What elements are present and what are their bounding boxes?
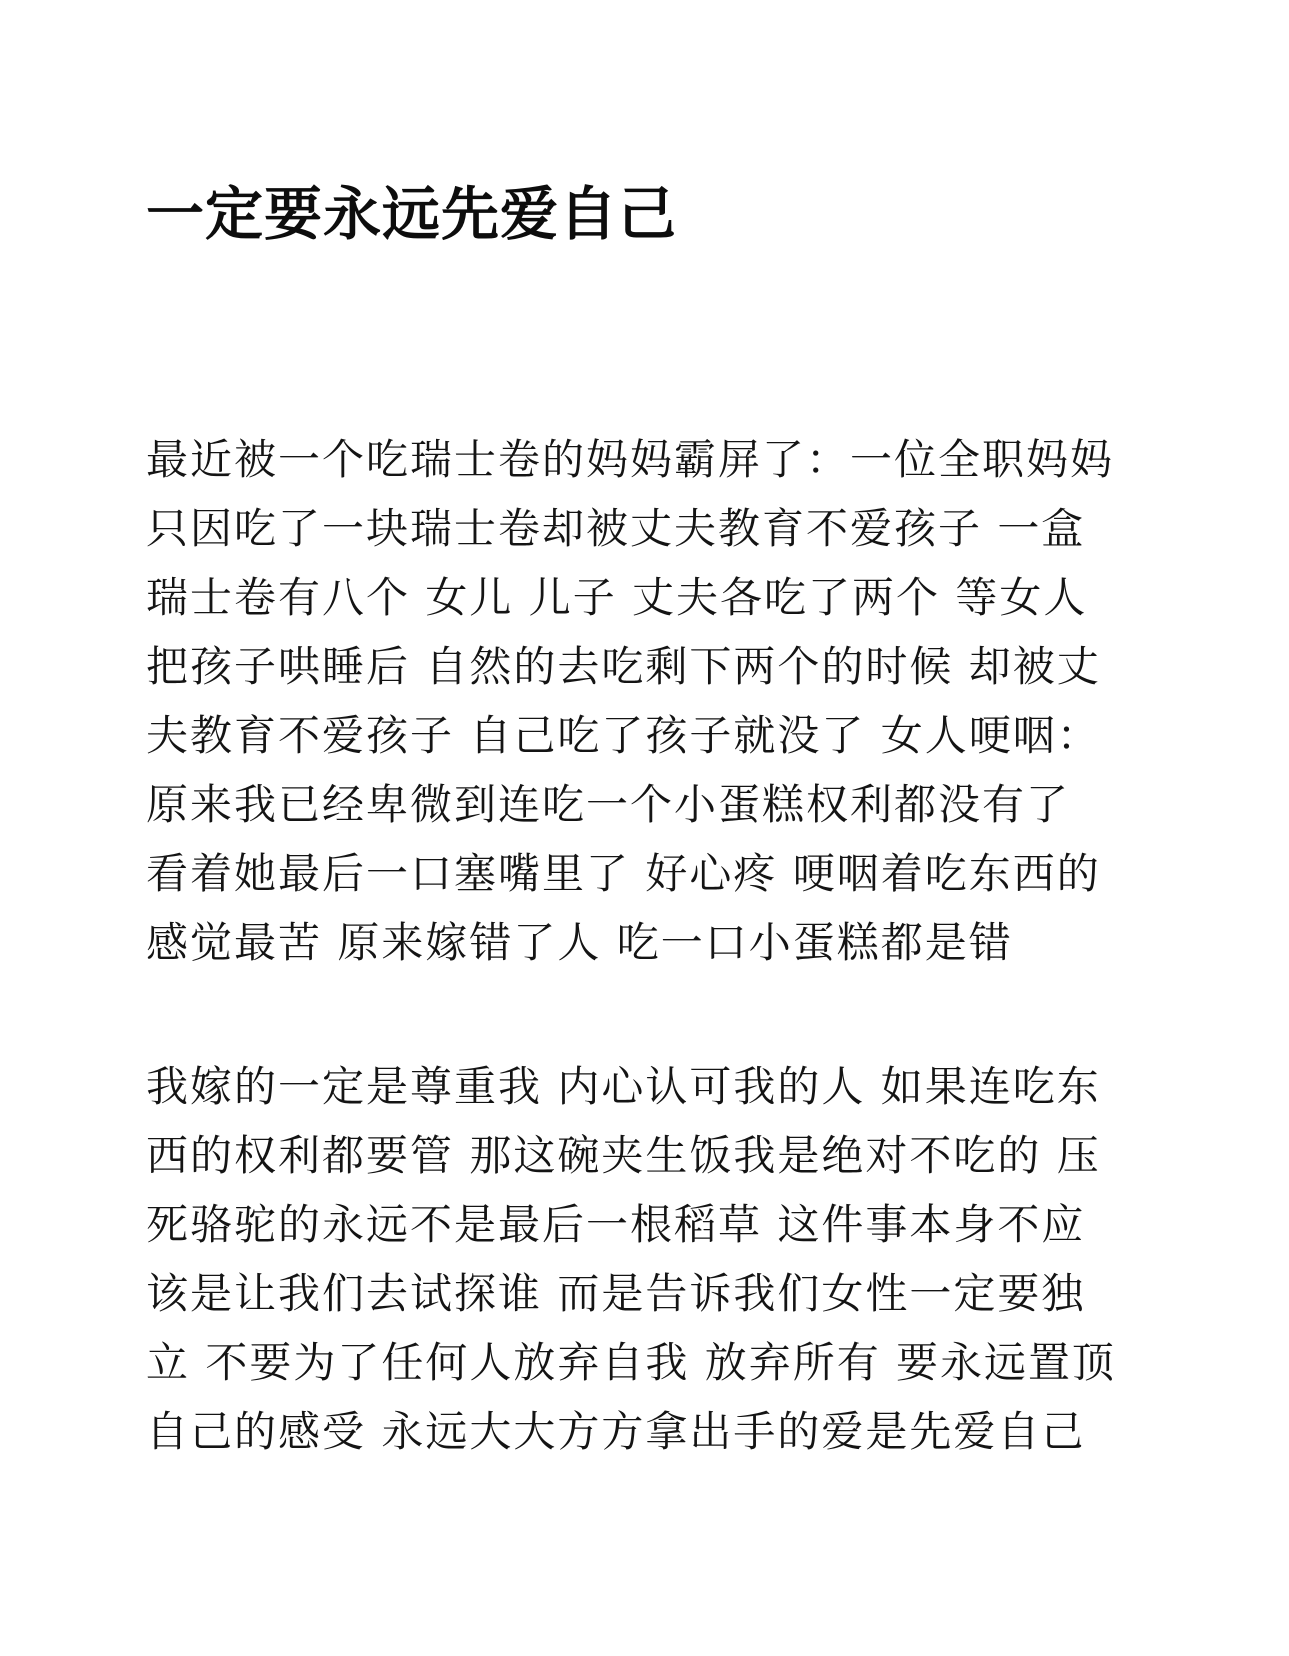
text-line: 夫教育不爱孩子 自己吃了孩子就没了 女人哽咽： xyxy=(146,711,1101,760)
text-line: 感觉最苦 原来嫁错了人 吃一口小蛋糕都是错 xyxy=(146,918,1013,967)
text-line: 瑞士卷有八个 女儿 儿子 丈夫各吃了两个 等女人 xyxy=(146,573,1088,622)
paragraph-2 xyxy=(146,1052,1156,1466)
text-line: 把孩子哄睡后 自然的去吃剩下两个的时候 却被丈 xyxy=(146,642,1101,691)
text-line: 看着她最后一口塞嘴里了 好心疼 哽咽着吃东西的 xyxy=(146,849,1101,898)
paragraph-1 xyxy=(146,425,1156,977)
article-title: 一定要永远先爱自己 xyxy=(146,180,678,248)
text-line: 最近被一个吃瑞士卷的妈妈霸屏了：一位全职妈妈 xyxy=(146,435,1115,484)
text-line: 西的权利都要管 那这碗夹生饭我是绝对不吃的 压 xyxy=(146,1131,1101,1180)
text-line: 只因吃了一块瑞士卷却被丈夫教育不爱孩子 一盒 xyxy=(146,504,1086,553)
text-line: 我嫁的一定是尊重我 内心认可我的人 如果连吃东 xyxy=(146,1062,1101,1111)
text-line: 原来我已经卑微到连吃一个小蛋糕权利都没有了 xyxy=(146,780,1071,829)
text-line: 自己的感受 永远大大方方拿出手的爱是先爱自己 xyxy=(146,1407,1086,1456)
text-line: 立 不要为了任何人放弃自我 放弃所有 要永远置顶 xyxy=(146,1338,1117,1387)
text-line: 该是让我们去试探谁 而是告诉我们女性一定要独 xyxy=(146,1269,1086,1318)
text-line: 死骆驼的永远不是最后一根稻草 这件事本身不应 xyxy=(146,1200,1086,1249)
